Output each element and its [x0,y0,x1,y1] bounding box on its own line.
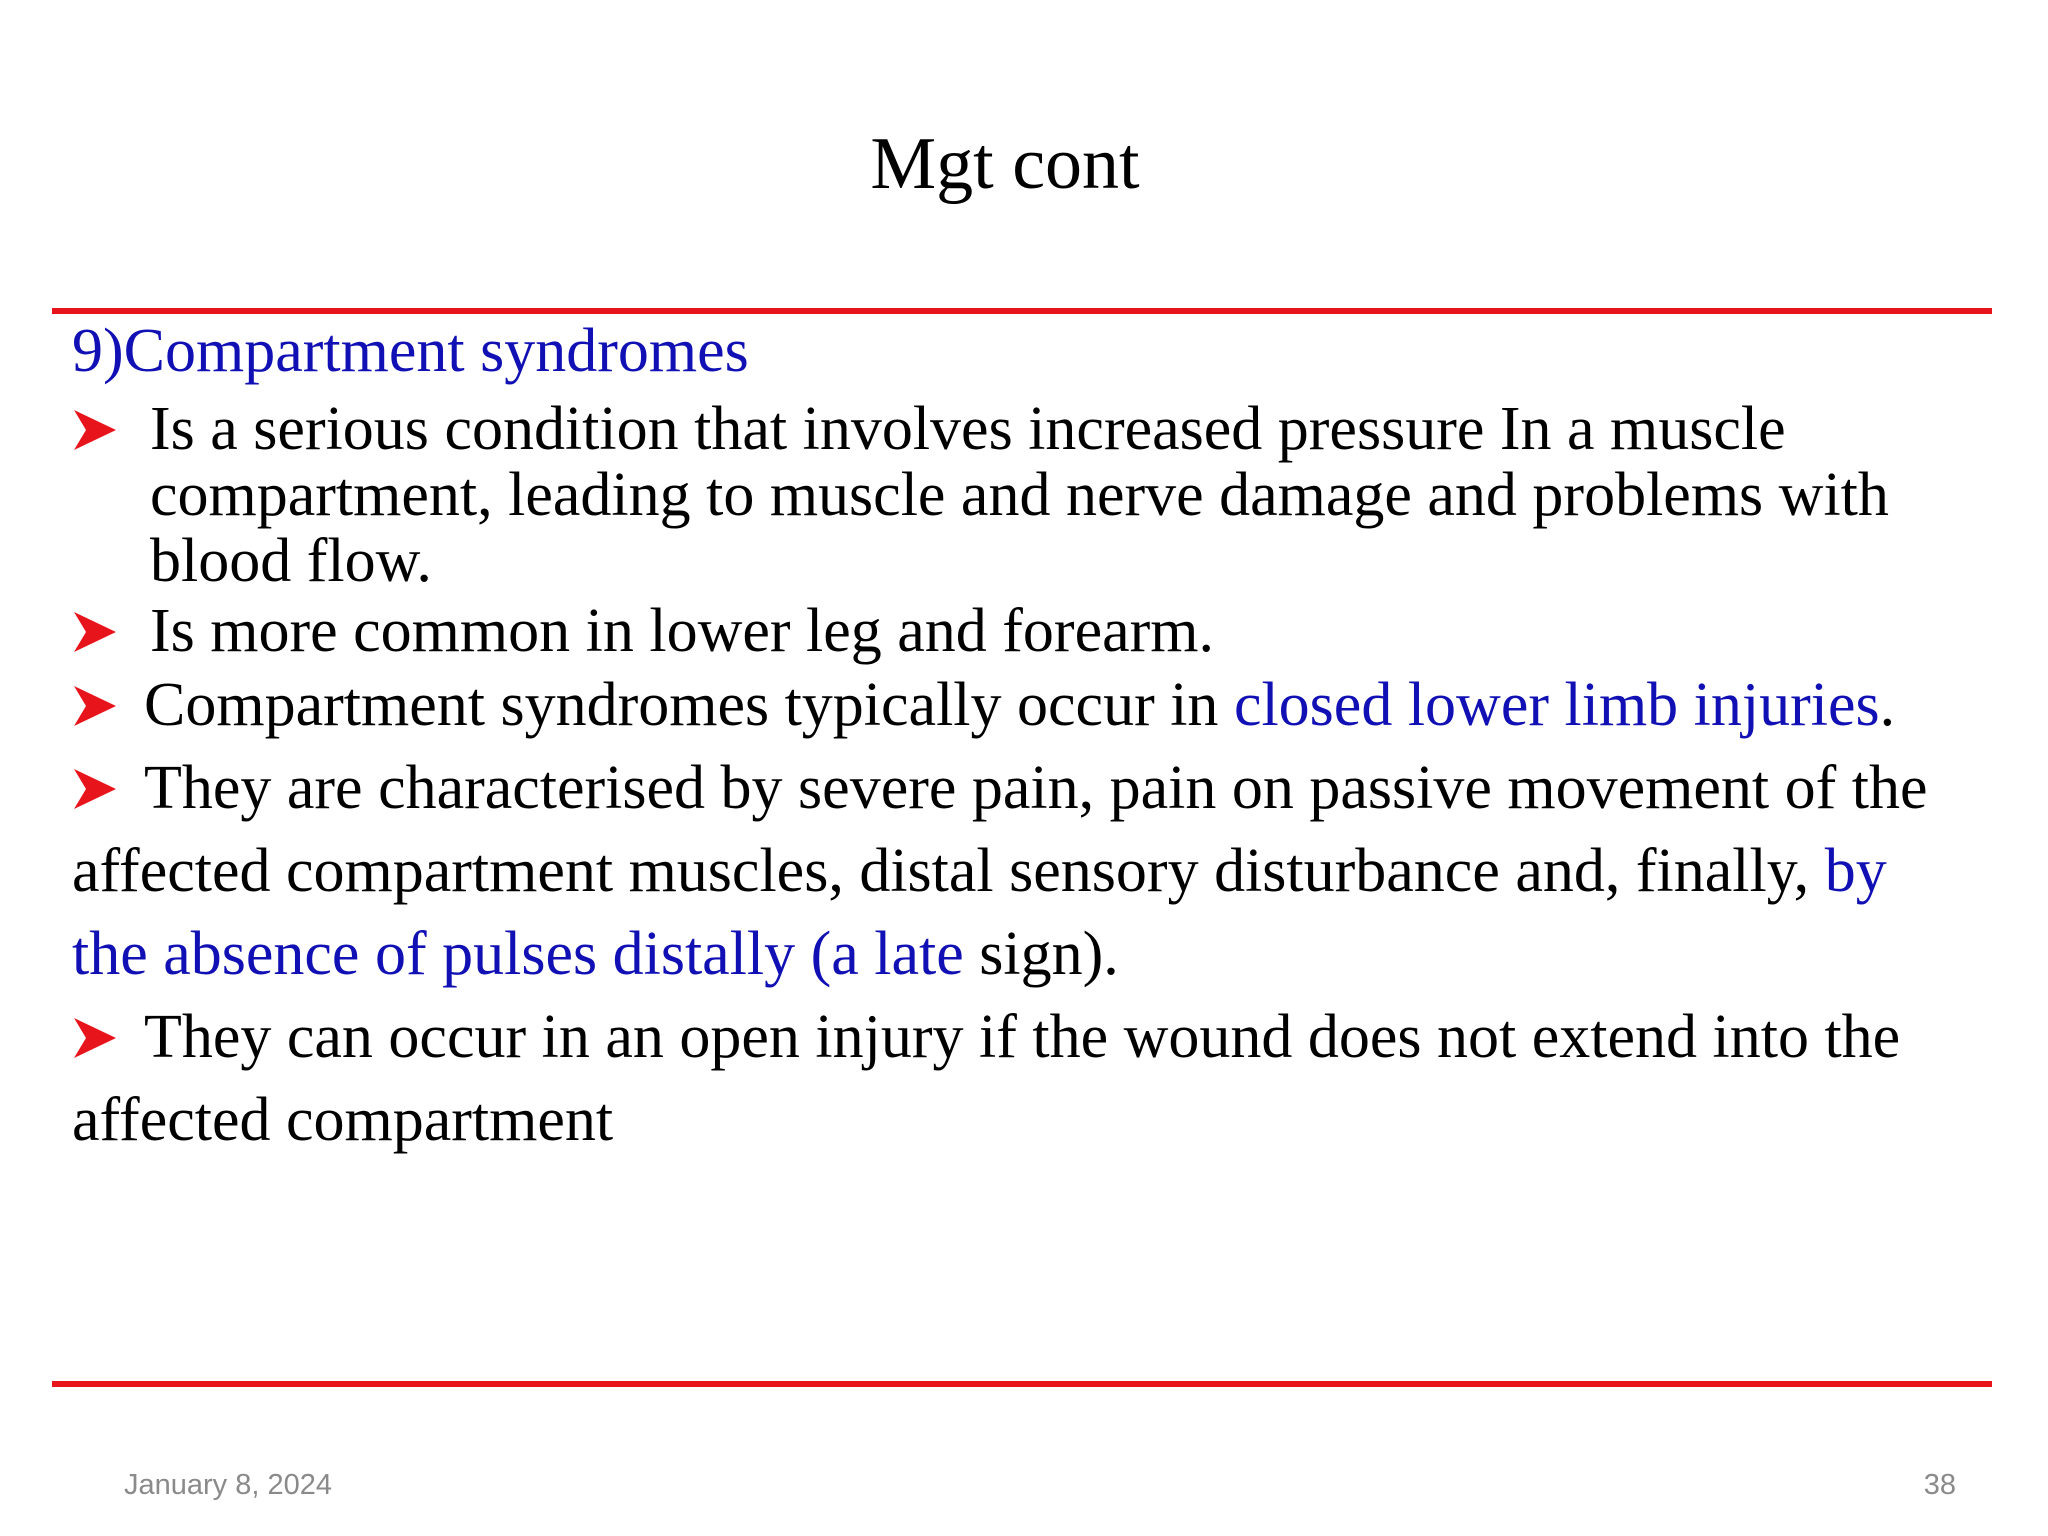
page-number: 38 [1923,1469,1956,1501]
arrowhead-bullet-icon [72,609,118,655]
bullet-text-end: . [1879,671,1896,739]
bullet-item-3 [72,664,1972,747]
highlighted-text: by the absence of pulses distally (a late [72,837,1887,988]
arrowhead-bullet-icon [72,766,118,812]
bullet-text: Is more common in lower leg and forearm. [150,597,1214,665]
section-heading: 9)Compartment syndromes [72,317,749,385]
bullet-text: They are characterised by severe pain, pain on passive movement of the affected compartment muscles, distal sensory disturbance and, finally, [72,754,1928,905]
bottom-divider-line [52,1381,1992,1387]
slide-title: Mgt cont [870,123,1140,205]
arrowhead-bullet-icon [72,1015,118,1061]
bullet-item-1 [72,396,1972,594]
bullet-text: Compartment syndromes typically occur in [144,671,1234,739]
bullet-text: They can occur in an open injury if the wound does not extend into the affected compartment [72,1003,1901,1154]
bullet-text-end: sign). [963,920,1119,988]
footer-date: January 8, 2024 [124,1469,332,1501]
arrowhead-bullet-icon [72,407,118,453]
slide-content [72,310,1972,1162]
bullet-text: Is a serious condition that involves increased pressure In a muscle compartment, leading to muscle and nerve damage and problems with blood flow. [150,395,1889,595]
bullet-item-5 [72,996,1972,1162]
highlighted-text: closed lower limb injuries [1233,671,1880,739]
bullet-item-2 [72,598,1972,664]
bullet-item-4 [72,747,1972,996]
arrowhead-bullet-icon [72,683,118,729]
